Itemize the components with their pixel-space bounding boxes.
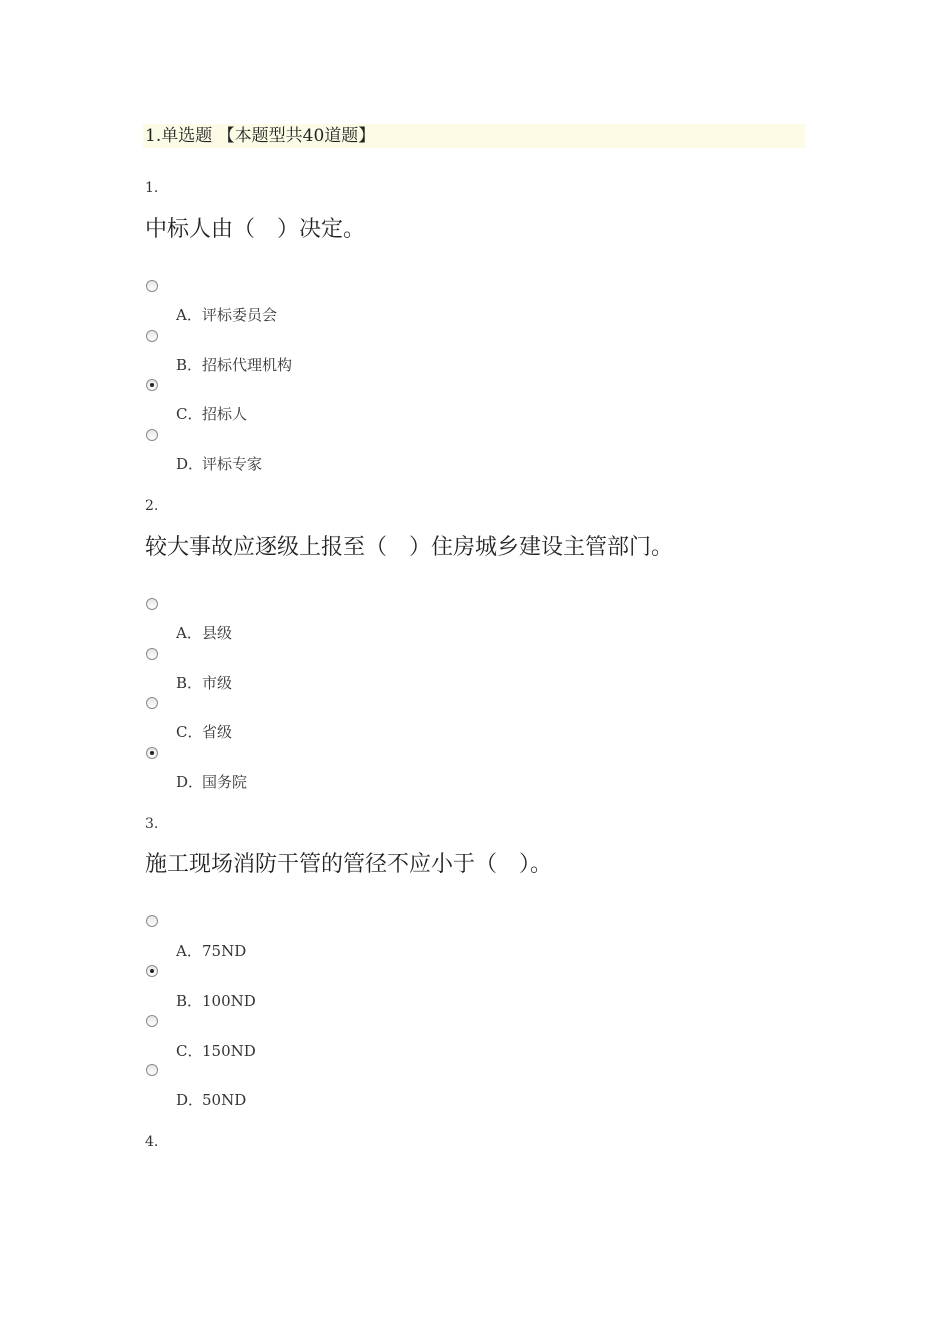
- option-letter: C．: [176, 1042, 203, 1060]
- option-label[interactable]: [176, 1040, 256, 1061]
- option-text: 县级: [202, 624, 233, 642]
- option-letter: C．: [176, 405, 203, 423]
- option-label[interactable]: [176, 940, 246, 961]
- question-number: 4.: [145, 1134, 159, 1150]
- option-text: 评标专家: [202, 455, 263, 473]
- option-text: 评标委员会: [202, 306, 278, 324]
- option-letter: B．: [176, 674, 203, 692]
- option-radio[interactable]: [146, 915, 158, 927]
- option-radio[interactable]: [146, 330, 158, 342]
- option-radio[interactable]: [146, 379, 158, 391]
- option-text: 75ND: [202, 942, 247, 960]
- option-label[interactable]: [176, 721, 232, 742]
- option-letter: B．: [176, 356, 203, 374]
- option-radio[interactable]: [146, 965, 158, 977]
- option-radio[interactable]: [146, 280, 158, 292]
- question-number: 2.: [145, 498, 159, 514]
- option-radio[interactable]: [146, 1064, 158, 1076]
- option-text: 市级: [202, 674, 233, 692]
- option-radio[interactable]: [146, 747, 158, 759]
- option-label[interactable]: [176, 1089, 246, 1110]
- option-label[interactable]: [176, 453, 262, 474]
- question-number: 1.: [145, 180, 159, 196]
- option-letter: B．: [176, 992, 203, 1010]
- option-text: 100ND: [202, 992, 256, 1010]
- option-radio[interactable]: [146, 648, 158, 660]
- option-text: 150ND: [202, 1042, 256, 1060]
- question-text: 施工现场消防干管的管径不应小于（ ）。: [145, 852, 553, 877]
- question-text: 较大事故应逐级上报至（ ）住房城乡建设主管部门。: [145, 535, 674, 560]
- option-letter: A．: [176, 624, 202, 642]
- question-number: 3.: [145, 816, 159, 832]
- option-letter: A．: [176, 942, 202, 960]
- option-text: 招标人: [202, 405, 248, 423]
- option-radio[interactable]: [146, 429, 158, 441]
- option-radio[interactable]: [146, 697, 158, 709]
- option-text: 国务院: [202, 773, 248, 791]
- option-letter: D．: [176, 455, 204, 473]
- option-letter: D．: [176, 1091, 204, 1109]
- option-label[interactable]: [176, 672, 232, 693]
- option-text: 50ND: [202, 1091, 247, 1109]
- option-label[interactable]: [176, 304, 277, 325]
- option-label[interactable]: [176, 403, 247, 424]
- option-text: 招标代理机构: [202, 356, 293, 374]
- option-letter: C．: [176, 723, 203, 741]
- option-letter: A．: [176, 306, 202, 324]
- option-label[interactable]: [176, 354, 292, 375]
- option-label[interactable]: [176, 771, 247, 792]
- option-radio[interactable]: [146, 1015, 158, 1027]
- option-label[interactable]: [176, 622, 232, 643]
- section-header: 1.单选题 【本题型共40道题】: [143, 124, 805, 148]
- option-letter: D．: [176, 773, 204, 791]
- option-text: 省级: [202, 723, 233, 741]
- option-label[interactable]: [176, 990, 256, 1011]
- question-text: 中标人由（ ）决定。: [145, 217, 366, 242]
- option-radio[interactable]: [146, 598, 158, 610]
